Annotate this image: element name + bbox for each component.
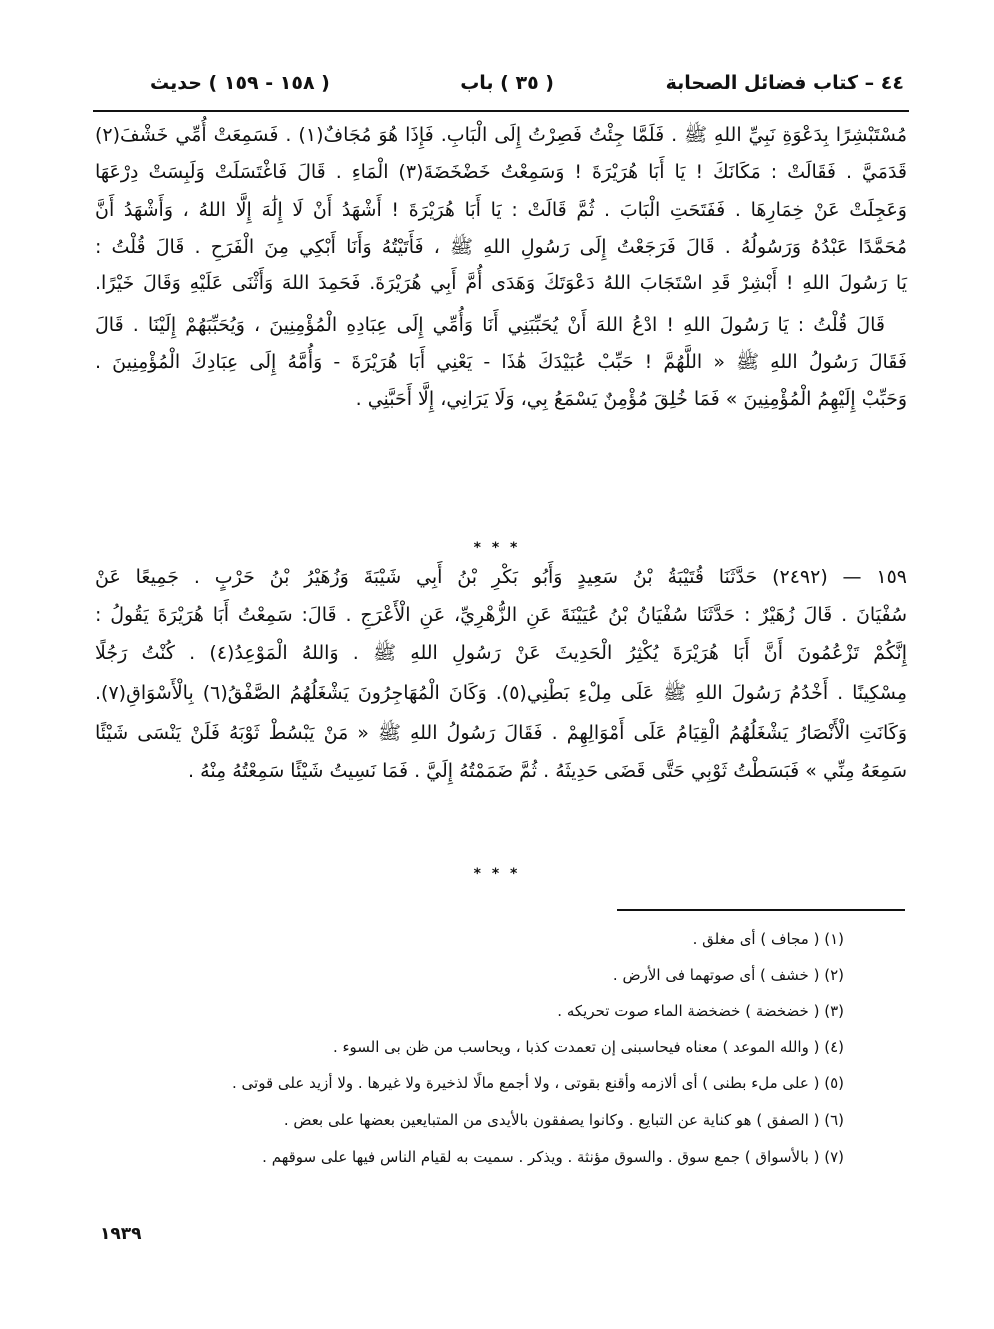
footnote-rule <box>617 909 905 911</box>
section-separator: * * * <box>473 866 521 882</box>
text-line: مِسْكِينًا . أَخْدُمُ رَسُولَ اللهِ ﷺ عَلَى مِلْءِ بَطْنِي(٥). وَكَانَ الْمُهَاجِرُونَ يَشْغَلُهُمُ الصَّفْقُ(٦) بِالْأَسْوَاقِ(٧). <box>95 682 907 704</box>
header-chapter: ( ٣٥ ) باب <box>460 72 554 94</box>
text-line: سَمِعَهُ مِنِّي » فَبَسَطْتُ ثَوْبِي حَتَّى قَضَى حَدِيثَهُ . ثُمَّ ضَمَمْتُهُ إِلَيَّ . فَمَا نَسِيتُ شَيْئًا سَمِعْتُهُ مِنْهُ . <box>188 760 907 782</box>
footnote: (٢) ( خشف ) أى صوتهما فى الأرض . <box>612 966 844 984</box>
footnote: (٥) ( على ملء بطنى ) أى ألازمه وأقنع بقوتى ، ولا أجمع مالًا لذخيرة ولا غيرها . ولا أزيد على قوتى . <box>232 1074 844 1092</box>
footnote: (٣) ( خضخضة ) خضخضة الماء صوت تحريكه . <box>557 1002 844 1020</box>
page-number: ١٩٣٩ <box>100 1224 142 1244</box>
section-separator: * * * <box>473 540 521 556</box>
text-line: مُحَمَّدًا عَبْدُهُ وَرَسُولُهُ . قَالَ فَرَجَعْتُ إِلَى رَسُولِ اللهِ ﷺ ، فَأَتَيْتُهُ وَأَنَا أَبْكِي مِنَ الْفَرَحِ . قَالَ قُلْتُ : <box>95 236 907 258</box>
header-hadith-range: ( ١٥٨ - ١٥٩ ) حديث <box>150 72 330 94</box>
text-line: يَا رَسُولَ اللهِ ! أَبْشِرْ قَدِ اسْتَجَابَ اللهُ دَعْوَتَكَ وَهَدَى أُمَّ أَبِي هُرَيْرَةَ. فَحَمِدَ اللهَ وَأَثْنَى عَلَيْهِ وَقَالَ خَيْرًا. <box>95 272 907 294</box>
text-line: مُسْتَبْشِرًا بِدَعْوَةِ نَبِيِّ اللهِ ﷺ . فَلَمَّا جِئْتُ فَصِرْتُ إِلَى الْبَابِ. فَإِذَا هُوَ مُجَافٌ(١) . فَسَمِعَتْ أُمِّي خَشْفَ(٢) <box>95 124 907 146</box>
footnote: (٤) ( والله الموعد ) معناه فيحاسبنى إن تعمدت كذبا ، ويحاسب من ظن بى السوء . <box>332 1038 844 1056</box>
text-line: وَحَبِّبْ إِلَيْهِمُ الْمُؤْمِنِينَ » فَمَا خُلِقَ مُؤْمِنٌ يَسْمَعُ بِي، وَلَا يَرَانِي، إِلَّا أَحَبَّنِي . <box>355 388 907 410</box>
text-line: إِنَّكُمْ تَزْعُمُونَ أَنَّ أَبَا هُرَيْرَةَ يُكْثِرُ الْحَدِيثَ عَنْ رَسُولِ اللهِ ﷺ . وَاللهُ الْمَوْعِدُ(٤) . كُنْتُ رَجُلًا <box>95 642 907 664</box>
text-line: سُفْيَانَ . قَالَ زُهَيْرٌ : حَدَّثَنَا سُفْيَانُ بْنُ عُيَيْنَةَ عَنِ الزُّهْرِيِّ، عَنِ الْأَعْرَجِ . قَالَ: سَمِعْتُ أَبَا هُرَيْرَةَ يَقُولُ : <box>95 604 907 626</box>
text-line: ١٥٩ — (٢٤٩٢) حَدَّثَنَا قُتَيْبَةُ بْنُ سَعِيدٍ وَأَبُو بَكْرِ بْنُ أَبِي شَيْبَةَ وَزُهَيْرُ بْنُ حَرْبٍ . جَمِيعًا عَنْ <box>95 566 908 588</box>
text-line: وَعَجِلَتْ عَنْ خِمَارِهَا . فَفَتَحَتِ الْبَابَ . ثُمَّ قَالَتْ : يَا أَبَا هُرَيْرَةَ ! أَشْهَدُ أَنْ لَا إِلَٰهَ إِلَّا اللهُ ، وَأَشْهَدُ أَنَّ <box>95 199 907 221</box>
text-line: قَالَ قُلْتُ : يَا رَسُولَ اللهِ ! ادْعُ اللهَ أَنْ يُحَبِّبَنِي أَنَا وَأُمِّي إِلَى عِبَادِهِ الْمُؤْمِنِينَ ، وَيُحَبِّبَهُمْ إِلَيْنَا . قَالَ <box>95 314 885 336</box>
footnote: (٧) ( بالأسواق ) جمع سوق . والسوق مؤنثة . ويذكر . سميت به لقيام الناس فيها على سوقهم . <box>262 1148 844 1166</box>
text-line: قَدَمَيَّ . فَقَالَتْ : مَكَانَكَ ! يَا أَبَا هُرَيْرَةَ ! وَسَمِعْتُ خَضْخَضَةَ(٣) الْمَاءِ . قَالَ فَاغْتَسَلَتْ وَلَبِسَتْ دِرْعَهَا <box>95 161 908 183</box>
header-rule <box>93 110 909 112</box>
footnote: (٦) ( الصفق ) هو كناية عن التبايع . وكانوا يصفقون بالأيدى من المتبايعين بعضها على بعض . <box>283 1111 844 1129</box>
footnote: (١) ( مجاف ) أى مغلق . <box>692 930 844 948</box>
text-line: وَكَانَتِ الْأَنْصَارُ يَشْغَلُهُمُ الْقِيَامُ عَلَى أَمْوَالِهِمْ . فَقَالَ رَسُولُ اللهِ ﷺ « مَنْ يَبْسُطْ ثَوْبَهُ فَلَنْ يَنْسَى شَيْئًا <box>95 722 907 744</box>
text-line: فَقَالَ رَسُولُ اللهِ ﷺ « اللَّهُمَّ ! حَبِّبْ عُبَيْدَكَ هَٰذَا - يَعْنِي أَبَا هُرَيْرَةَ - وَأُمَّهُ إِلَى عِبَادِكَ الْمُؤْمِنِينَ . <box>95 351 907 373</box>
header-book-title: ٤٤ – كتاب فضائل الصحابة <box>665 72 904 94</box>
